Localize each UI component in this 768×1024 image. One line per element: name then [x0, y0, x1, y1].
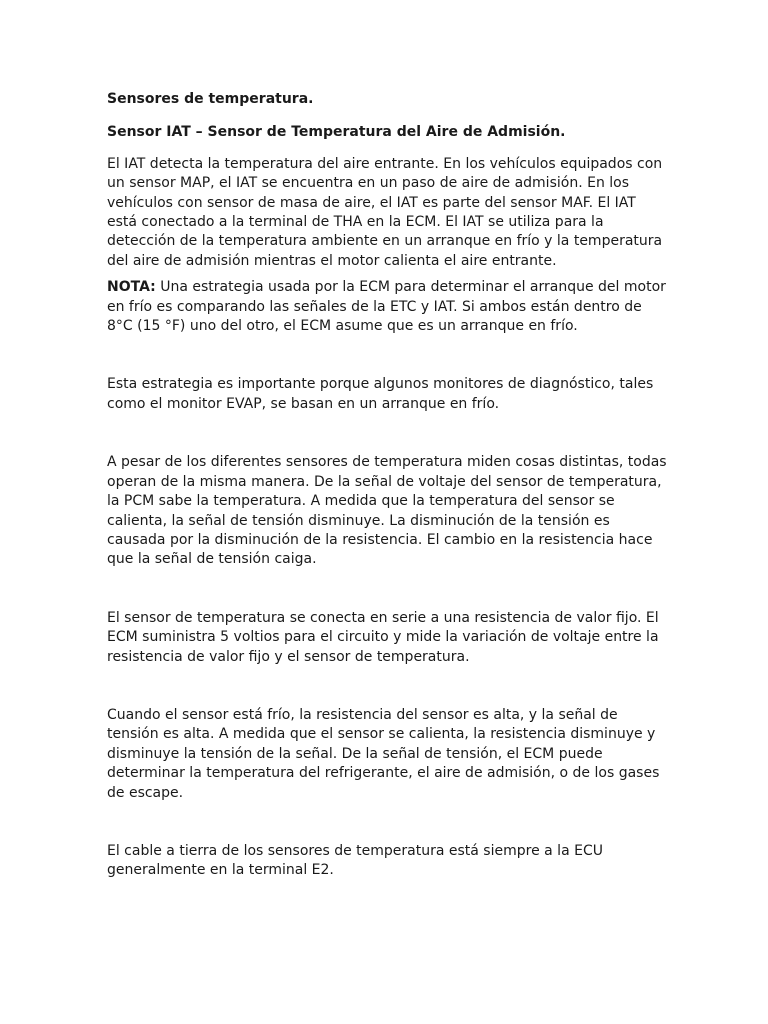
note-paragraph — [107, 278, 667, 336]
paragraph-cold-sensor: Cuando el sensor está frío, la resistencia del sensor es alta, y la señal de tensión es alta. A medida que el sensor se calienta, la resistencia disminuye y disminuye la tensión de la señal. De la señal de tensión, el ECM puede determinar la temperatura del refrigerante, el aire de admisión, o de los gases de escape. — [107, 706, 660, 801]
paragraph-iat-description: El IAT detecta la temperatura del aire entrante. En los vehículos equipados con un sensor MAP, el IAT se encuentra en un paso de aire de admisión. En los vehículos con sensor de masa de aire, el IAT es parte del sensor MAF. El IAT está conectado a la terminal de THA en la ECM. El IAT se utiliza para la detección de la temperatura ambiente en un arranque en frío y la temperatura del aire de admisión mientras el motor calienta el aire entrante. — [107, 155, 663, 269]
paragraph-sensor-operation: A pesar de los diferentes sensores de temperatura miden cosas distintas, todas operan de la misma manera. De la señal de voltaje del sensor de temperatura, la PCM sabe la temperatura. A medida que la temperatura del sensor se calienta, la señal de tensión disminuye. La disminución de la tensión es causada por la disminución de la resistencia. El cambio en la resistencia hace que la señal de tensión caiga. — [107, 454, 667, 568]
document-page — [107, 90, 667, 881]
paragraph-strategy-importance: Esta estrategia es importante porque algunos monitores de diagnóstico, tales como el monitor EVAP, se basan en un arranque en frío. — [107, 376, 654, 412]
paragraph-series-resistance: El sensor de temperatura se conecta en serie a una resistencia de valor fijo. El ECM suministra 5 voltios para el circuito y mide la variación de voltaje entre la resistencia de valor fijo y el sensor de temperatura. — [107, 609, 659, 665]
document-title: Sensores de temperatura. — [107, 91, 314, 107]
note-label: NOTA: — [107, 279, 156, 296]
document-subtitle: Sensor IAT – Sensor de Temperatura del Aire de Admisión. — [107, 124, 566, 141]
paragraph-ground-cable: El cable a tierra de los sensores de temperatura está siempre a la ECU generalmente en la terminal E2. — [107, 842, 603, 879]
note-text: Una estrategia usada por la ECM para determinar el arranque del motor en frío es comparando las señales de la ETC y IAT. Si ambos están dentro de 8°C (15 °F) uno del otro, el ECM asume que es un arranque en frío. — [107, 279, 666, 335]
